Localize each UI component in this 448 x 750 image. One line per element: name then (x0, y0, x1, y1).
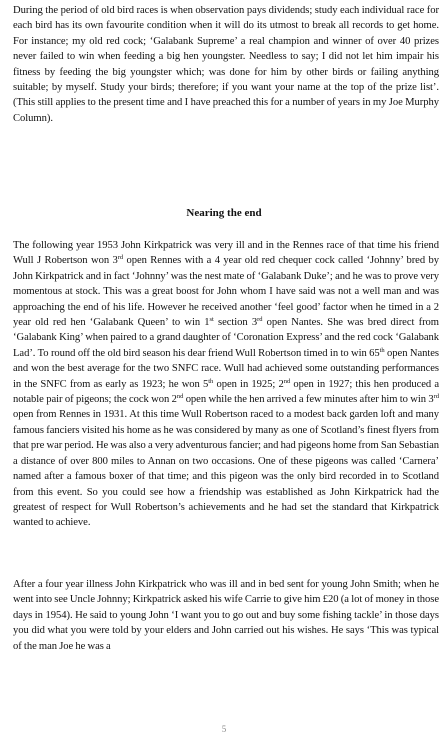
ordinal-suffix: rd (117, 254, 124, 262)
ordinal-suffix: rd (433, 393, 439, 401)
text-run: section 3 (213, 317, 258, 329)
text-run: open Nantes and won the best average for the two SNFC race. Wull had achieved some outstanding performances in the SNFC from as early as 1923; he won 5 (13, 347, 439, 390)
paragraph-observation: During the period of old bird races is when observation pays dividends; study each individual race for each bird has its own favourite condition when it will do its utmost to break all records to get home. For instance; my old red cock; ‘Galabank Supreme’ a real champion and winner of over 40 prizes never failed to win when feeding a big hen youngster. Needless to say; I did not let him impair his fitness by feeding the big youngster which; was done for him by other birds or failing anything suitable; by myself. Study your birds; therefore; if you want your name at the top of the prize list’. (This still applies to the present time and I have preached this for a number of years in my Joe Murphy Column). (13, 5, 439, 124)
paragraph-nearing-the-end (13, 238, 439, 531)
ordinal-suffix: th (208, 377, 214, 385)
text-run: open while the hen arrived a few minutes after him to win 3 (183, 394, 434, 406)
text-run: open from Rennes in 1931. At this time Wull Robertson raced to a modest back garden loft and many famous fanciers visited his home as he was considered by many as one of Scotland’s finest flyers from that pre war period. He was also a very adventurous fancier; and had pigeons home from San Sebastian a distance of over 800 miles to Annan on two occasions. One of these pigeons was called ‘Carnera’ named after a famous boxer of that time; and this pigeon was the only bird recorded in to Scotland from this event. So you could see how a friendship was established as John Kirkpatrick had the greatest of respect for Wull Robertson’s achievements and he had set the standard that Kirkpatrick wanted to achieve. (13, 409, 439, 529)
ordinal-suffix: th (379, 346, 385, 354)
text-run: open Rennes with a 4 year old red chequer cock called ‘Johnny’ bred by John Kirkpatrick and in fact ‘Johnny’ was the nest mate of ‘Galabank Duke’; and he was to prove very momentous at stock. This was a great boost for John whom I have said was not a well man and was approaching the end of his life. However he received another ‘feel good’ factor when he timed in a 2 year old red hen ‘Galabank Queen’ to win 1 (13, 255, 439, 329)
paragraph-illness: After a four year illness John Kirkpatrick who was ill and in bed sent for young John Smith; when he went into see Uncle Johnny; Kirkpatrick asked his wife Carrie to give him £20 (a lot of money in those days in 1954). He said to young John ‘I want you to go out and buy some fishing tackle’ in those days you did what you were told by your elders and John carried out his wishes. He says ‘This was typical of the man Joe he was a (13, 579, 439, 652)
ordinal-suffix: st (209, 316, 214, 324)
ordinal-suffix: rd (257, 316, 263, 324)
text-run: open in 1925; 2 (213, 378, 284, 390)
text-run: The following year 1953 John Kirkpatrick was very ill and in the Rennes race of that time his friend Wull J Robertson won 3 (13, 240, 439, 267)
ordinal-suffix: nd (283, 377, 291, 385)
section-heading: Nearing the end (186, 207, 262, 219)
ordinal-suffix: nd (176, 393, 184, 401)
page-number: 5 (221, 724, 227, 734)
text-run: open in 1927; this hen produced a notable pair of pigeons; the cock won 2 (13, 378, 439, 406)
text-run: open Nantes. She was bred direct from ‘Galabank King’ when paired to a grand daughter of ‘Coronation Express’ and the red cock ‘Galabank Lad’. To round off the old bird season his dear friend Wull Robertson timed in to win 65 (13, 317, 439, 359)
